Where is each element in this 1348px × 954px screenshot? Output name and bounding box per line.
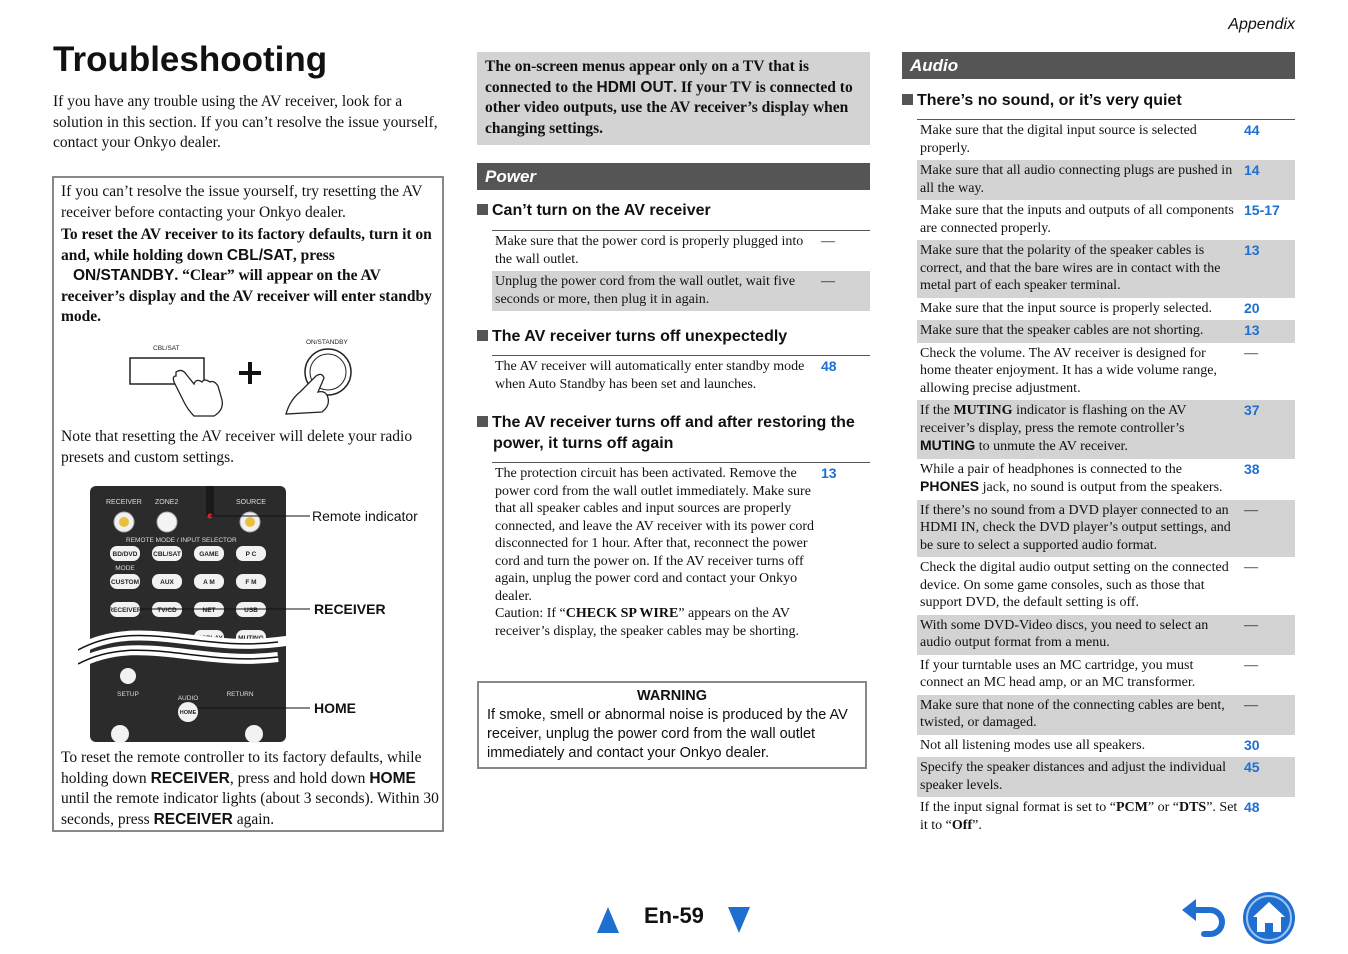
next-page-arrow-icon[interactable] [727, 906, 751, 934]
back-arrow-icon[interactable] [1180, 896, 1230, 938]
svg-text:SETUP: SETUP [117, 691, 139, 698]
table-row: Check the digital audio output setting on the connected device. On some game consoles, such as those that support DVD, the default setting is off. — [920, 560, 1258, 610]
table-row: With some DVD-Video discs, you need to select an audio output format from a menu. — [917, 615, 1295, 655]
svg-text:USB: USB [244, 607, 258, 614]
key-on-standby: ON/STANDBY [73, 267, 175, 284]
table-row: Make sure that none of the connecting cables are bent, twisted, or damaged. — [917, 695, 1295, 735]
svg-text:CUSTOM: CUSTOM [110, 579, 140, 586]
svg-text:AUDIO: AUDIO [177, 695, 199, 702]
table-row: If the MUTING indicator is flashing on the AV receiver’s display, press the remote controller’s MUTING to unmute the AV receiver. 37 [917, 400, 1295, 459]
onscreen-menu-notice: The on-screen menus appear only on a TV that is connected to the HDMI OUT. If your TV is connected to other video outputs, use the AV receiver’s display when changing settings. [477, 52, 870, 145]
reset-box [52, 176, 444, 832]
svg-text:RECEIVER: RECEIVER [108, 607, 142, 614]
section-label: Appendix [1228, 16, 1295, 33]
table-turns-off-again [492, 462, 870, 643]
reset-button-diagram [126, 336, 356, 418]
warning-title: WARNING [636, 688, 708, 704]
reset-remote-instructions: To reset the remote controller to its factory defaults, while holding down RECEIVER, press and hold down HOME until the remote indicator lights (about 3 seconds). Within 30 seconds, press RECEIVER again. [61, 749, 439, 828]
home-icon[interactable] [1242, 891, 1296, 945]
audio-section-header: Audio [902, 52, 1295, 79]
remote-indicator-label: Remote indicator [312, 508, 418, 524]
table-row: If the input signal format is set to “PCM” or “DTS”. Set it to “Off”. 48 [920, 799, 1260, 833]
table-row: Make sure that the input source is properly selected. 20 [920, 299, 1260, 316]
svg-text:P C: P C [245, 551, 257, 558]
svg-text:F M: F M [245, 579, 257, 586]
remote-illustration [78, 482, 448, 744]
warning-box [477, 681, 867, 769]
warning-text: If smoke, smell or abnormal noise is produced by the AV receiver, unplug the power cord from the wall outlet immediately and contact your Onkyo dealer. [487, 707, 848, 761]
table-row: While a pair of headphones is connected to the PHONES jack, no sound is output from the speakers. 38 [920, 460, 1260, 495]
diagram-label-on: ON/STANDBY [306, 339, 348, 346]
svg-text:AUX: AUX [160, 579, 174, 586]
svg-text:BD/DVD: BD/DVD [112, 551, 138, 558]
table-row: If your turntable uses an MC cartridge, you must connect an MC head amp, or an MC transformer. — [920, 657, 1258, 690]
svg-text:NET: NET [202, 607, 216, 614]
table-row: Make sure that the power cord is properly plugged into the wall outlet. — [495, 234, 835, 267]
table-row: If there’s no sound from a DVD player connected to an HDMI IN, check the DVD player’s output settings, and be sure to select a supported audio format. — [917, 500, 1295, 558]
power-section-header: Power [477, 163, 870, 190]
table-row: Make sure that the speaker cables are not shorting. 13 [917, 320, 1295, 343]
table-row: Check the volume. The AV receiver is designed for home theater enjoyment. It has a wide volume range, allowing precise adjustment. — [920, 345, 1258, 396]
previous-page-arrow-icon[interactable] [596, 906, 620, 934]
reset-receiver-instructions: To reset the AV receiver to its factory defaults, turn it on and, while holding down CBL/SAT, press ON/STANDBY. “Clear” will appear on the AV receiver’s display and the AV receiver will enter standby mode. [61, 226, 432, 325]
table-row: Make sure that the inputs and outputs of all components are connected properly. 15-17 [920, 202, 1280, 236]
key-cbl-sat: CBL/SAT [226, 246, 293, 264]
subhead-no-sound: There’s no sound, or it’s very quiet [902, 90, 1295, 111]
table-no-sound [917, 119, 1295, 837]
svg-text:REMOTE MODE / INPUT SELECTOR: REMOTE MODE / INPUT SELECTOR [126, 537, 237, 544]
table-row: Make sure that the digital input source is selected properly. 44 [920, 122, 1260, 156]
svg-text:TV/CD: TV/CD [157, 607, 177, 614]
table-row: Specify the speaker distances and adjust the individual speaker levels. 45 [917, 757, 1295, 797]
svg-text:ZONE2: ZONE2 [155, 499, 179, 506]
svg-text:GAME: GAME [199, 551, 219, 558]
page-number: En-59 [644, 903, 704, 928]
table-cant-turn-on [492, 230, 870, 311]
svg-text:RETURN: RETURN [226, 691, 254, 698]
page-title: Troubleshooting [53, 40, 328, 79]
plus-icon [239, 362, 261, 384]
cbl-sat-button-shape [130, 358, 204, 384]
svg-text:MUTING: MUTING [238, 635, 264, 642]
svg-text:HOME: HOME [179, 710, 197, 716]
reset-note: Note that resetting the AV receiver will delete your radio presets and custom settings. [61, 428, 413, 466]
svg-text:CBL/SAT: CBL/SAT [153, 551, 181, 558]
zone2-button [157, 512, 177, 532]
reset-intro: If you can’t resolve the issue yourself, try resetting the AV receiver before contacting your Onkyo dealer. [61, 183, 423, 221]
table-row: Make sure that the polarity of the speaker cables is correct, and that the bare wires are in contact with the metal part of each speaker terminal. 13 [917, 240, 1295, 298]
intro-text: If you have any trouble using the AV receiver, look for a solution in this section. If you can’t resolve the issue yourself, contact your Onkyo dealer. [53, 93, 438, 151]
svg-text:DISPLAY: DISPLAY [195, 635, 223, 642]
svg-text:SOURCE: SOURCE [236, 499, 266, 506]
table-row: Unplug the power cord from the wall outlet, wait five seconds or more, then plug it in again. — [492, 271, 870, 311]
diagram-label-cbl: CBL/SAT [153, 345, 180, 352]
home-label: HOME [314, 700, 356, 716]
svg-text:MODE: MODE [115, 565, 135, 572]
table-row: Not all listening modes use all speakers. 30 [920, 736, 1260, 753]
svg-text:RECEIVER: RECEIVER [106, 499, 142, 506]
svg-text:A M: A M [203, 579, 215, 586]
table-row: Make sure that all audio connecting plugs are pushed in all the way. 14 [917, 160, 1295, 200]
table-row: The AV receiver will automatically enter standby mode when Auto Standby has been set and launches. 48 [495, 358, 837, 392]
subhead-turns-off-again: The AV receiver turns off and after restoring the power, it turns off again [477, 412, 870, 454]
subhead-turns-off: The AV receiver turns off unexpectedly [477, 326, 870, 347]
subhead-cant-turn-on: Can’t turn on the AV receiver [477, 200, 870, 221]
table-row: The protection circuit has been activated. Remove the power cord from the wall outlet immediately. Make sure that all speaker cables and input sources are properly connected, and leave the AV receiver with its power cord disconnected for 1 hour. After that, reconnect the power cord and turn the power on. If the AV receiver turns off again, unplug the power cord and contact your Onkyo dealer. Caution: If “CHECK SP WIRE” appears on the AV receiver’s display, the speaker cables may be shorting. 13 [495, 465, 837, 639]
table-turns-off [492, 355, 870, 396]
receiver-label: RECEIVER [314, 601, 386, 617]
